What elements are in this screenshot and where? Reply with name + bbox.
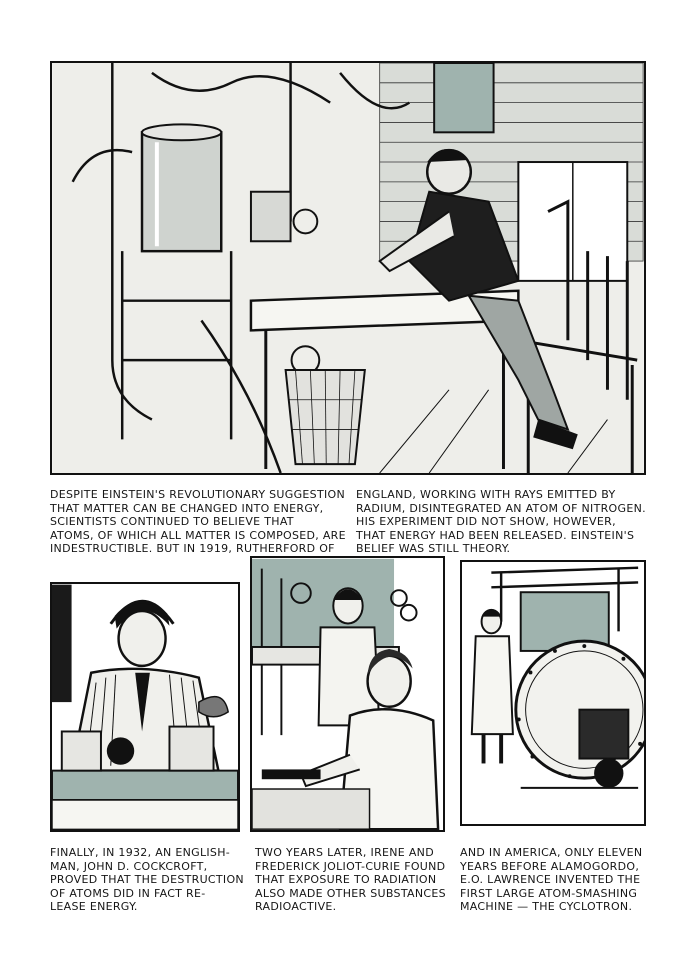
- top-caption-right: ENGLAND, WORKING WITH RAYS EMITTED BY RADIUM, DISINTEGRATED AN ATOM OF NITROGEN. HIS EXPERIMENT DID NOT SHOW, HOWEVER, THAT ENERGY HAD BEEN RELEASED. EINSTEIN'S BELIEF WAS STILL THEORY.: [356, 488, 646, 555]
- joliot-curie-illustration: [252, 558, 443, 830]
- lawrence-cyclotron-panel: [460, 560, 646, 826]
- lawrence-cyclotron-illustration: [462, 562, 644, 824]
- rutherford-lab-panel: [50, 61, 646, 475]
- top-caption-left: DESPITE EINSTEIN'S REVOLUTIONARY SUGGESTION THAT MATTER CAN BE CHANGED INTO ENERGY, SCIENTISTS CONTINUED TO BELIEVE THAT ATOMS, OF WHICH ALL MATTER IS COMPOSED, ARE INDESTRUCTIBLE. BUT IN 1919, RUTHERFORD OF: [50, 488, 346, 555]
- joliot-curie-panel: [250, 556, 445, 832]
- lawrence-caption: AND IN AMERICA, ONLY ELEVEN YEARS BEFORE ALAMOGORDO, E.O. LAWRENCE INVENTED THE FIRST LARGE ATOM-SMASHING MACHINE — THE CYCLOTRON.: [460, 846, 643, 913]
- rutherford-lab-illustration: [52, 63, 644, 473]
- joliot-curie-caption: TWO YEARS LATER, IRENE AND FREDERICK JOLIOT-CURIE FOUND THAT EXPOSURE TO RADIATION ALSO MADE OTHER SUBSTANCES RADIOACTIVE.: [255, 846, 446, 913]
- cockcroft-caption: FINALLY, IN 1932, AN ENGLISH- MAN, JOHN D. COCKCROFT, PROVED THAT THE DESTRUCTION OF ATOMS DID IN FACT RE- LEASE ENERGY.: [50, 846, 244, 913]
- cockcroft-illustration: [52, 584, 238, 830]
- cockcroft-panel: [50, 582, 240, 832]
